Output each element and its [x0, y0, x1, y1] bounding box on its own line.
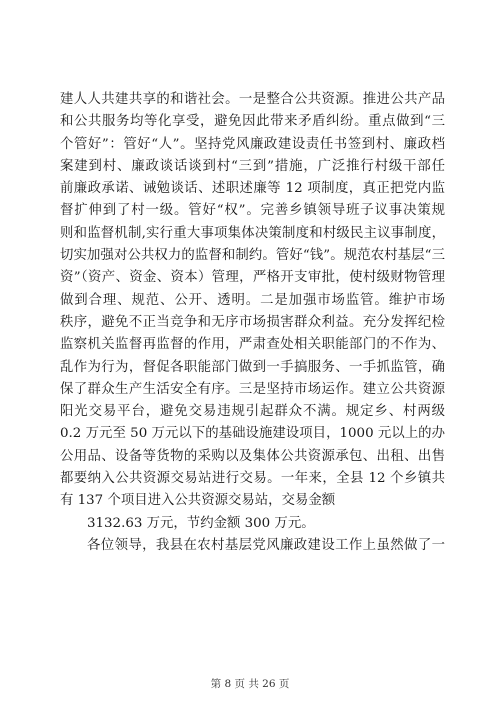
- text-line: 阳光交易平台，避免交易违规引起群众不满。规定乡、村两级: [60, 404, 445, 420]
- text-line: 做到合理、规范、公开、透明。二是加强市场监管。维护市场: [60, 292, 445, 308]
- text-line: 个管好”：管好“人”。坚持党风廉政建设责任书签到村、廉政档: [60, 136, 445, 152]
- text-line: 乱作为行为，督促各职能部门做到一手搞服务、一手抓监管，确: [60, 359, 445, 375]
- text-line: 资”（资产、资金、资本）管理，严格开支审批，使村级财物管理: [60, 270, 445, 286]
- text-line: 切实加强对公共权力的监督和制约。管好“钱”。规范农村基层“三: [60, 248, 445, 264]
- text-line: 前廉政承诺、诫勉谈话、述职述廉等 12 项制度，真正把党内监: [60, 181, 445, 197]
- text-line: 公用品、设备等货物的采购以及集体公共资源承包、出租、出售: [60, 448, 445, 464]
- text-line: 0.2 万元至 50 万元以下的基础设施建设项目，1000 元以上的办: [60, 426, 445, 442]
- text-line: 和公共服务均等化享受，避免因此带来矛盾纠纷。重点做到“三: [60, 114, 445, 130]
- text-line: 都要纳入公共资源交易站进行交易。一年来，全县 12 个乡镇共: [60, 471, 445, 487]
- text-line: 则和监督机制,实行重大事项集体决策制度和村级民主议事制度，: [60, 225, 445, 241]
- text-line: 保了群众生产生活安全有序。三是坚持市场运作。建立公共资源: [60, 381, 445, 397]
- text-line: 监察机关监督再监督的作用，严肃查处相关职能部门的不作为、: [60, 337, 445, 353]
- text-line: 各位领导，我县在农村基层党风廉政建设工作上虽然做了一: [87, 537, 445, 553]
- text-line: 案建到村、廉政谈话谈到村“三到”措施，广泛推行村级干部任: [60, 158, 445, 174]
- text-line: 3132.63 万元，节约金额 300 万元。: [87, 515, 315, 531]
- body-text: [60, 89, 445, 557]
- page-number-footer: 第 8 页 共 26 页: [210, 678, 290, 690]
- text-line: 督扩伸到了村一级。管好“权”。完善乡镇领导班子议事决策规: [60, 203, 445, 219]
- text-line: 建人人共建共享的和谐社会。一是整合公共资源。推进公共产品: [60, 92, 445, 107]
- text-line: 秩序，避免不正当竞争和无序市场损害群众利益。充分发挥纪检: [60, 314, 445, 330]
- text-line: 有 137 个项目进入公共资源交易站，交易金额: [60, 493, 336, 509]
